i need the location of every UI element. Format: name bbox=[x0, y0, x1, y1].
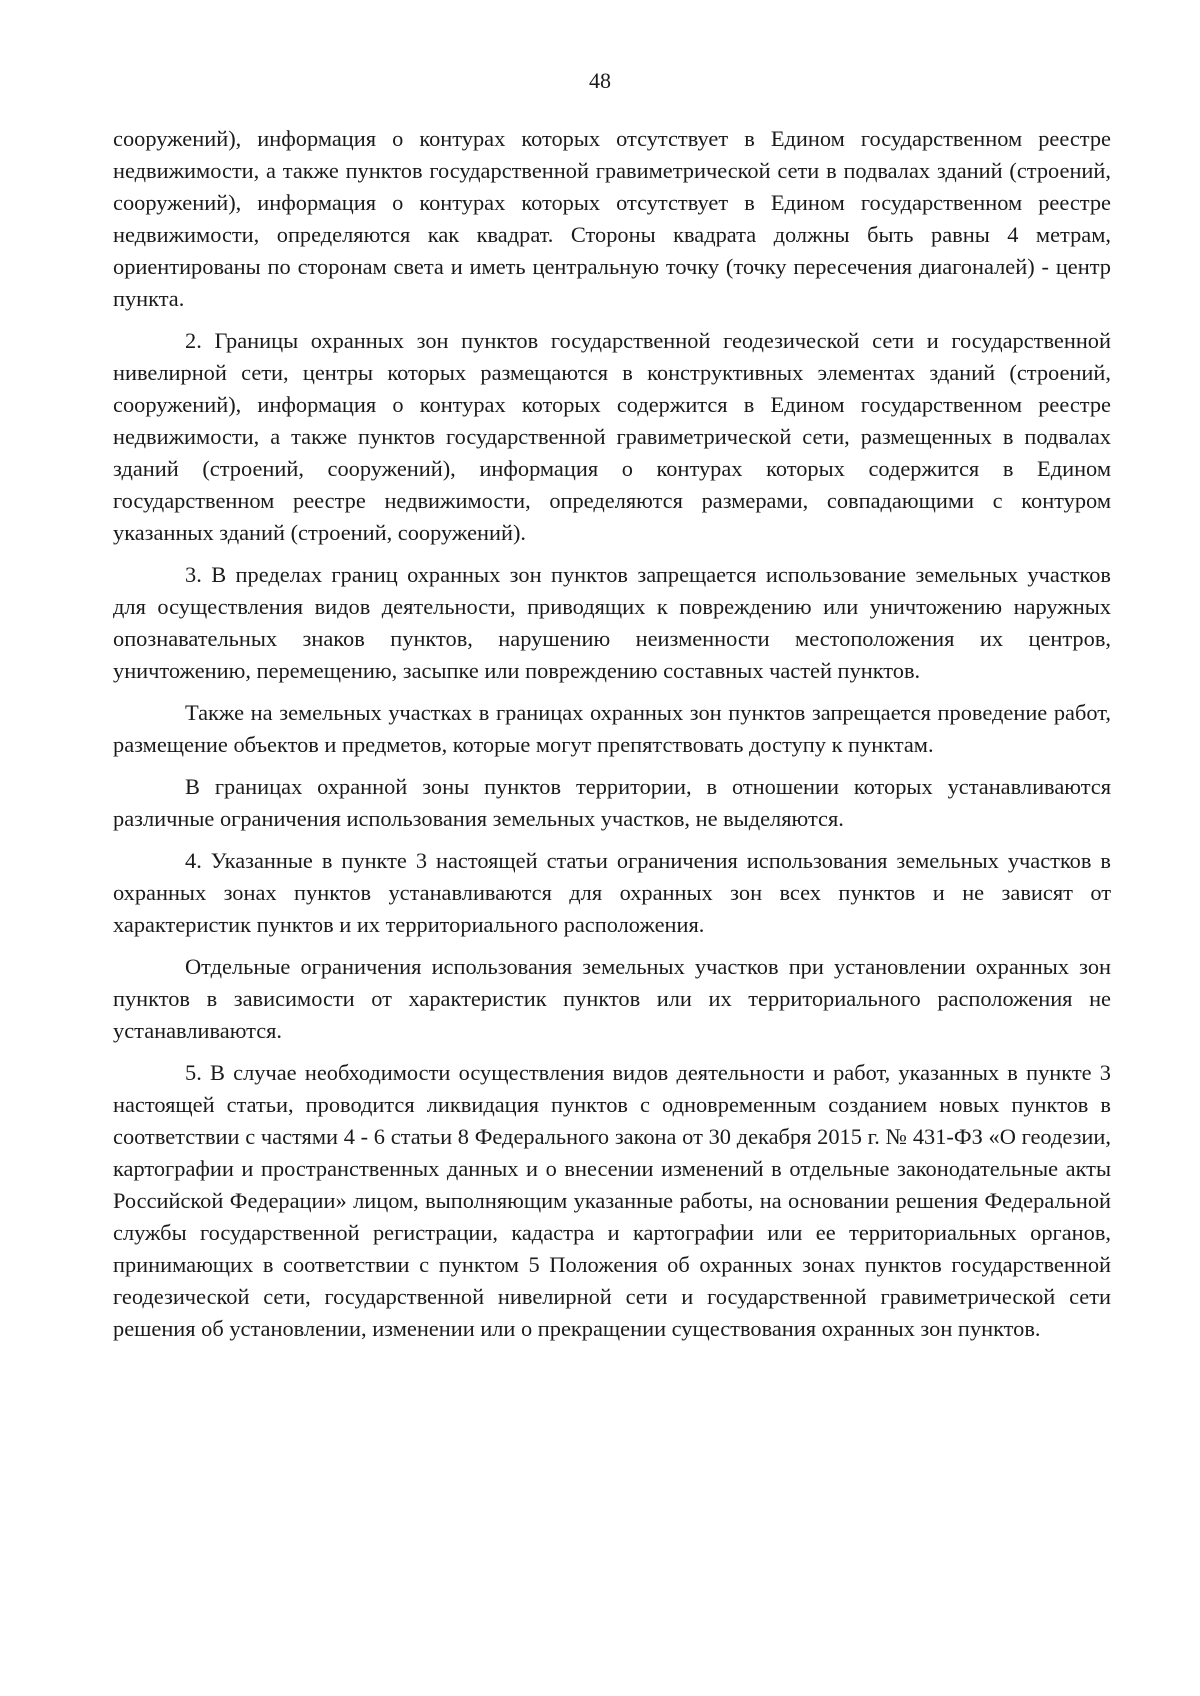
paragraph-item-4-addition: Отдельные ограничения использования земельных участков при установлении охранных зон пунктов в зависимости от характеристик пунктов или их территориального расположения не устанавливаются. bbox=[113, 954, 1111, 1043]
paragraph-item-5: 5. В случае необходимости осуществления видов деятельности и работ, указанных в пункте 3 настоящей статьи, проводится ликвидация пунктов с одновременным созданием новых пунктов в соответствии с частями 4 - 6 статьи 8 Федерального закона от 30 декабря 2015 г. № 431-ФЗ «О геодезии, картографии и пространственных данных и о внесении изменений в отдельные законодательные акты Российской Федерации» лицом, выполняющим указанные работы, на основании решения Федеральной службы государственной регистрации, кадастра и картографии или ее территориальных органов, принимающих в соответствии с пунктом 5 Положения об охранных зонах пунктов государственной геодезической сети, государственной нивелирной сети и государственной гравиметрической сети решения об установлении, изменении или о прекращении существования охранных зон пунктов. bbox=[113, 1060, 1111, 1341]
paragraph-item-3-territory: В границах охранной зоны пунктов территории, в отношении которых устанавливаются различные ограничения использования земельных участков, не выделяются. bbox=[113, 774, 1111, 831]
paragraph-item-2: 2. Границы охранных зон пунктов государственной геодезической сети и государственной нивелирной сети, центры которых размещаются в конструктивных элементах зданий (строений, сооружений), информация о контурах которых содержится в Едином государственном реестре недвижимости, а также пунктов государственной гравиметрической сети, размещенных в подвалах зданий (строений, сооружений), информация о контурах которых содержится в Едином государственном реестре недвижимости, определяются размерами, совпадающими с контуром указанных зданий (строений, сооружений). bbox=[113, 328, 1111, 545]
paragraph-item-3: 3. В пределах границ охранных зон пунктов запрещается использование земельных участков для осуществления видов деятельности, приводящих к повреждению или уничтожению наружных опознавательных знаков пунктов, нарушению неизменности местоположения их центров, уничтожению, перемещению, засыпке или повреждению составных частей пунктов. bbox=[113, 562, 1111, 683]
paragraph-continuation: сооружений), информация о контурах которых отсутствует в Едином государственном реестре недвижимости, а также пунктов государственной гравиметрической сети в подвалах зданий (строений, сооружений), информация о контурах которых отсутствует в Едином государственном реестре недвижимости, определяются как квадрат. Стороны квадрата должны быть равны 4 метрам, ориентированы по сторонам света и иметь центральную точку (точку пересечения диагоналей) - центр пункта. bbox=[113, 126, 1111, 311]
page-number: 48 bbox=[589, 68, 611, 93]
paragraph-item-3-addition: Также на земельных участках в границах охранных зон пунктов запрещается проведение работ, размещение объектов и предметов, которые могут препятствовать доступу к пунктам. bbox=[113, 700, 1111, 757]
document-body bbox=[113, 123, 1111, 1345]
paragraph-item-4: 4. Указанные в пункте 3 настоящей статьи ограничения использования земельных участков в охранных зонах пунктов устанавливаются для охранных зон всех пунктов и не зависят от характеристик пунктов и их территориального расположения. bbox=[113, 848, 1111, 937]
